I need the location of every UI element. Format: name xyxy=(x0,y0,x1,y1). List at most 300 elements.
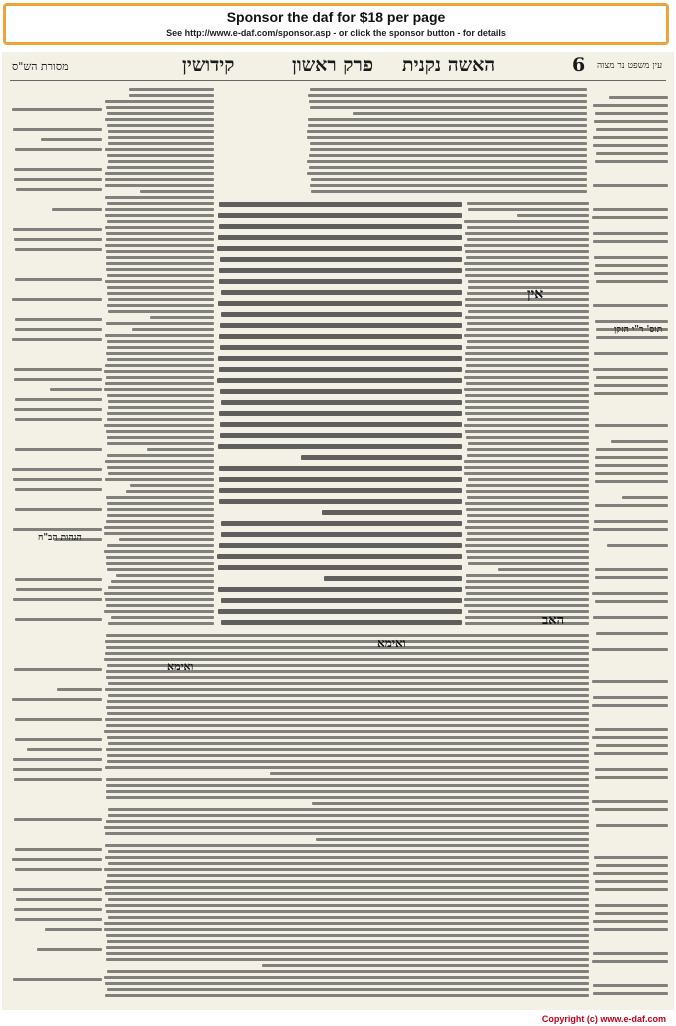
commentary-bottom xyxy=(104,632,589,1002)
text-line xyxy=(104,922,589,925)
text-line xyxy=(12,468,102,471)
text-line xyxy=(593,984,668,987)
text-line xyxy=(14,778,102,781)
text-line xyxy=(111,616,214,619)
text-line xyxy=(105,598,214,601)
text-line xyxy=(104,388,214,391)
text-line xyxy=(465,526,589,529)
text-line xyxy=(270,772,589,775)
text-line xyxy=(468,610,589,613)
text-line xyxy=(221,521,462,526)
text-line xyxy=(593,208,668,211)
text-line xyxy=(107,466,214,469)
text-line xyxy=(465,370,589,373)
tosafot-column xyxy=(464,200,589,630)
text-line xyxy=(307,136,587,139)
text-line xyxy=(467,238,589,241)
text-line xyxy=(106,106,214,109)
text-line xyxy=(594,392,668,395)
text-line xyxy=(595,904,668,907)
text-line xyxy=(218,301,462,306)
text-line xyxy=(106,520,214,523)
text-line xyxy=(147,448,214,451)
text-line xyxy=(107,514,214,517)
text-line xyxy=(218,609,462,614)
text-line xyxy=(218,444,462,449)
text-line xyxy=(467,454,589,457)
chapter-title: פרק ראשון xyxy=(292,54,374,76)
talmud-page-scan xyxy=(2,52,674,1010)
text-line xyxy=(107,340,214,343)
header-rule xyxy=(10,80,666,81)
text-line xyxy=(107,202,214,205)
text-line xyxy=(218,235,463,240)
text-line xyxy=(595,480,668,483)
text-line xyxy=(595,264,668,267)
text-line xyxy=(14,378,102,381)
text-line xyxy=(106,676,589,679)
text-line xyxy=(37,948,102,951)
text-line xyxy=(105,196,214,199)
text-line xyxy=(15,918,102,921)
text-line xyxy=(140,190,214,193)
text-line xyxy=(108,808,589,811)
text-line xyxy=(15,448,102,451)
text-line xyxy=(219,367,462,372)
text-line xyxy=(221,620,462,625)
text-line xyxy=(116,574,214,577)
text-line xyxy=(592,592,668,595)
text-line xyxy=(108,850,589,853)
text-line xyxy=(311,190,587,193)
text-line xyxy=(466,580,589,583)
text-line xyxy=(464,424,589,427)
text-line xyxy=(593,240,668,243)
text-line xyxy=(593,136,668,139)
text-line xyxy=(13,758,102,761)
text-line xyxy=(465,304,589,307)
text-line xyxy=(593,696,668,699)
sponsor-subtitle[interactable]: See http://www.e-daf.com/sponsor.asp - or click the sponsor button - for details xyxy=(166,28,506,38)
opening-word-ein: אין xyxy=(527,286,544,302)
text-line xyxy=(596,152,668,155)
opening-word-veima: ואימא xyxy=(377,636,406,650)
text-line xyxy=(465,394,589,397)
text-line xyxy=(595,576,668,579)
text-line xyxy=(465,412,589,415)
text-line xyxy=(108,310,214,313)
text-line xyxy=(104,592,214,595)
text-line xyxy=(310,142,587,145)
text-line xyxy=(221,312,462,317)
text-line xyxy=(111,580,214,583)
text-line xyxy=(467,520,589,523)
text-line xyxy=(464,388,589,391)
text-line xyxy=(312,802,589,805)
text-line xyxy=(108,400,214,403)
page-number: 6 xyxy=(572,54,586,76)
text-line xyxy=(107,544,214,547)
text-line xyxy=(592,704,668,707)
text-line xyxy=(50,388,102,391)
text-line xyxy=(107,292,214,295)
text-line xyxy=(219,466,462,471)
text-line xyxy=(108,130,214,133)
text-line xyxy=(108,160,214,163)
text-line xyxy=(107,346,214,349)
text-line xyxy=(107,412,214,415)
text-line xyxy=(465,268,589,271)
text-line xyxy=(465,586,589,589)
text-line xyxy=(15,578,102,581)
text-line xyxy=(41,138,102,141)
text-line xyxy=(105,334,214,337)
text-line xyxy=(466,364,589,367)
text-line xyxy=(465,358,589,361)
text-line xyxy=(466,382,589,385)
text-line xyxy=(108,142,214,145)
text-line xyxy=(108,862,589,865)
text-line xyxy=(107,454,214,457)
text-line xyxy=(219,543,462,548)
text-line xyxy=(310,106,587,109)
text-line xyxy=(107,220,214,223)
text-line xyxy=(106,322,214,325)
text-line xyxy=(262,964,589,967)
text-line xyxy=(105,178,214,181)
text-line xyxy=(150,316,214,319)
text-line xyxy=(13,768,102,771)
text-line xyxy=(465,400,589,403)
text-line xyxy=(16,188,102,191)
text-line xyxy=(106,376,214,379)
text-line xyxy=(596,448,668,451)
text-line xyxy=(593,616,668,619)
text-line xyxy=(104,532,214,535)
text-line xyxy=(104,928,589,931)
text-line xyxy=(593,104,668,107)
text-line xyxy=(106,562,214,565)
sponsor-title: Sponsor the daf for $18 per page xyxy=(226,9,446,25)
masoret-header: מסורת הש"ס xyxy=(12,60,69,73)
text-line xyxy=(106,262,214,265)
text-line xyxy=(104,610,214,613)
text-line xyxy=(466,550,589,553)
text-line xyxy=(307,130,587,133)
text-line xyxy=(464,334,589,337)
text-line xyxy=(14,818,102,821)
text-line xyxy=(108,298,214,301)
text-line xyxy=(594,256,668,259)
opening-word-haav: האב xyxy=(542,613,565,628)
text-line xyxy=(607,544,668,547)
text-line xyxy=(595,160,668,163)
text-line xyxy=(107,502,214,505)
text-line xyxy=(13,598,102,601)
text-line xyxy=(105,460,214,463)
text-line xyxy=(311,178,587,181)
text-line xyxy=(106,634,589,637)
text-line xyxy=(106,952,589,955)
text-line xyxy=(15,148,102,151)
text-line xyxy=(468,310,589,313)
text-line xyxy=(15,398,102,401)
text-line xyxy=(595,808,668,811)
text-line xyxy=(106,706,589,709)
text-line xyxy=(105,856,589,859)
text-line xyxy=(466,538,589,541)
text-line xyxy=(466,484,589,487)
text-line xyxy=(594,520,668,523)
text-line xyxy=(218,587,462,592)
text-line xyxy=(15,418,102,421)
text-line xyxy=(13,128,102,131)
text-line xyxy=(105,688,589,691)
text-line xyxy=(466,256,589,259)
text-line xyxy=(467,418,589,421)
text-line xyxy=(594,384,668,387)
text-line xyxy=(593,232,668,235)
text-line xyxy=(14,668,102,671)
text-line xyxy=(467,322,589,325)
text-line xyxy=(104,550,214,553)
text-line xyxy=(107,712,589,715)
text-line xyxy=(464,604,589,607)
opening-word-veima-2: ואימא xyxy=(167,660,194,673)
text-line xyxy=(108,694,589,697)
text-line xyxy=(595,776,668,779)
text-line xyxy=(594,928,668,931)
text-line xyxy=(593,368,668,371)
text-line xyxy=(308,94,587,97)
text-line xyxy=(316,838,589,841)
text-line xyxy=(16,588,102,591)
text-line xyxy=(108,916,589,919)
text-line xyxy=(595,320,668,323)
text-line xyxy=(219,477,462,482)
text-line xyxy=(592,680,668,683)
text-line xyxy=(301,455,462,460)
text-line xyxy=(15,488,102,491)
tosafot-harosh-label: תוס' ר"י הזקן xyxy=(614,325,663,335)
text-line xyxy=(596,632,668,635)
text-line xyxy=(467,340,589,343)
hagahot-label: הגהות הב"ח xyxy=(38,533,82,543)
text-line xyxy=(466,592,589,595)
text-line xyxy=(15,278,102,281)
text-line xyxy=(104,730,589,733)
text-line xyxy=(467,226,589,229)
text-line xyxy=(324,576,462,581)
text-line xyxy=(107,970,589,973)
text-line xyxy=(108,406,214,409)
text-line xyxy=(104,826,589,829)
text-line xyxy=(107,166,214,169)
text-line xyxy=(466,328,589,331)
text-line xyxy=(465,622,589,625)
text-line xyxy=(308,124,587,127)
text-line xyxy=(107,988,589,991)
text-line xyxy=(105,832,589,835)
text-line xyxy=(105,640,589,643)
text-line xyxy=(105,364,214,367)
text-line xyxy=(14,168,102,171)
text-line xyxy=(107,736,589,739)
sponsor-banner[interactable] xyxy=(3,3,669,45)
text-line xyxy=(465,274,589,277)
text-line xyxy=(132,328,214,331)
text-line xyxy=(119,538,214,541)
text-line xyxy=(105,226,214,229)
text-line xyxy=(217,378,462,383)
text-line xyxy=(464,460,589,463)
text-line xyxy=(465,544,589,547)
text-line xyxy=(593,920,668,923)
gemara-text xyxy=(217,200,462,630)
text-line xyxy=(12,338,102,341)
text-line xyxy=(108,586,214,589)
text-line xyxy=(12,108,102,111)
text-line xyxy=(108,898,589,901)
text-line xyxy=(593,872,668,875)
text-line xyxy=(106,238,214,241)
text-line xyxy=(221,400,462,405)
text-line xyxy=(15,328,102,331)
text-line xyxy=(468,562,589,565)
text-line xyxy=(14,908,102,911)
text-line xyxy=(219,279,462,284)
text-line xyxy=(592,736,668,739)
text-line xyxy=(219,224,462,229)
text-line xyxy=(57,688,102,691)
text-line xyxy=(106,352,214,355)
text-line xyxy=(12,858,102,861)
text-line xyxy=(15,848,102,851)
text-line xyxy=(104,370,214,373)
text-line xyxy=(105,718,589,721)
text-line xyxy=(106,790,589,793)
text-line xyxy=(15,618,102,621)
text-line xyxy=(467,448,589,451)
tosafot-upper xyxy=(307,86,587,196)
text-line xyxy=(219,202,462,207)
text-line xyxy=(595,600,668,603)
text-line xyxy=(105,172,214,175)
text-line xyxy=(596,280,668,283)
text-line xyxy=(105,478,215,481)
text-line xyxy=(106,250,214,253)
text-line xyxy=(466,436,589,439)
text-line xyxy=(15,318,102,321)
text-line xyxy=(464,598,589,601)
ein-mishpat-header: עין משפט נר מצוה xyxy=(597,61,663,71)
text-line xyxy=(464,262,589,265)
text-line xyxy=(106,604,214,607)
text-line xyxy=(15,248,102,251)
text-line xyxy=(15,718,102,721)
text-line xyxy=(595,888,668,891)
text-line xyxy=(465,250,589,253)
text-line xyxy=(107,442,214,445)
text-line xyxy=(592,216,668,219)
text-line xyxy=(220,433,462,438)
text-line xyxy=(107,700,589,703)
masechet-title: קידושין xyxy=(182,54,235,76)
text-line xyxy=(322,510,462,515)
text-line xyxy=(594,352,668,355)
text-line xyxy=(221,532,462,537)
text-line xyxy=(595,912,668,915)
text-line xyxy=(611,440,668,443)
text-line xyxy=(14,178,102,181)
text-line xyxy=(595,456,668,459)
text-line xyxy=(310,88,587,91)
text-line xyxy=(108,742,589,745)
text-line xyxy=(309,154,587,157)
text-line xyxy=(593,144,668,147)
text-line xyxy=(464,472,589,475)
text-line xyxy=(105,982,589,985)
text-line xyxy=(593,992,668,995)
text-line xyxy=(596,376,668,379)
text-line xyxy=(517,214,589,217)
text-line xyxy=(217,554,462,559)
text-line xyxy=(108,622,214,625)
text-line xyxy=(464,376,589,379)
text-line xyxy=(595,728,668,731)
text-line xyxy=(596,744,668,747)
text-line xyxy=(107,940,589,943)
text-line xyxy=(219,488,462,493)
text-line xyxy=(130,484,214,487)
text-line xyxy=(596,824,668,827)
text-line xyxy=(596,864,668,867)
text-line xyxy=(107,568,214,571)
text-line xyxy=(129,94,214,97)
text-line xyxy=(467,556,589,559)
text-line xyxy=(104,868,589,871)
text-line xyxy=(107,304,214,307)
text-line xyxy=(498,568,589,571)
text-line xyxy=(309,166,587,169)
text-line xyxy=(106,784,589,787)
text-line xyxy=(45,928,102,931)
text-line xyxy=(126,490,214,493)
text-line xyxy=(467,532,589,535)
text-line xyxy=(220,422,462,427)
text-line xyxy=(106,934,589,937)
text-line xyxy=(106,256,214,259)
text-line xyxy=(309,100,587,103)
text-line xyxy=(307,160,587,163)
text-line xyxy=(220,389,462,394)
copyright-footer[interactable]: Copyright (c) www.e-daf.com xyxy=(541,1014,666,1024)
text-line xyxy=(106,880,589,883)
text-line xyxy=(27,748,102,751)
text-line xyxy=(593,528,669,531)
text-line xyxy=(217,246,462,251)
text-line xyxy=(106,496,214,499)
text-line xyxy=(107,508,214,511)
text-line xyxy=(105,100,214,103)
text-line xyxy=(106,820,589,823)
text-line xyxy=(592,960,668,963)
text-line xyxy=(465,616,589,619)
text-line xyxy=(106,778,589,781)
text-line xyxy=(466,574,589,577)
text-line xyxy=(464,220,589,223)
text-line xyxy=(595,112,668,115)
